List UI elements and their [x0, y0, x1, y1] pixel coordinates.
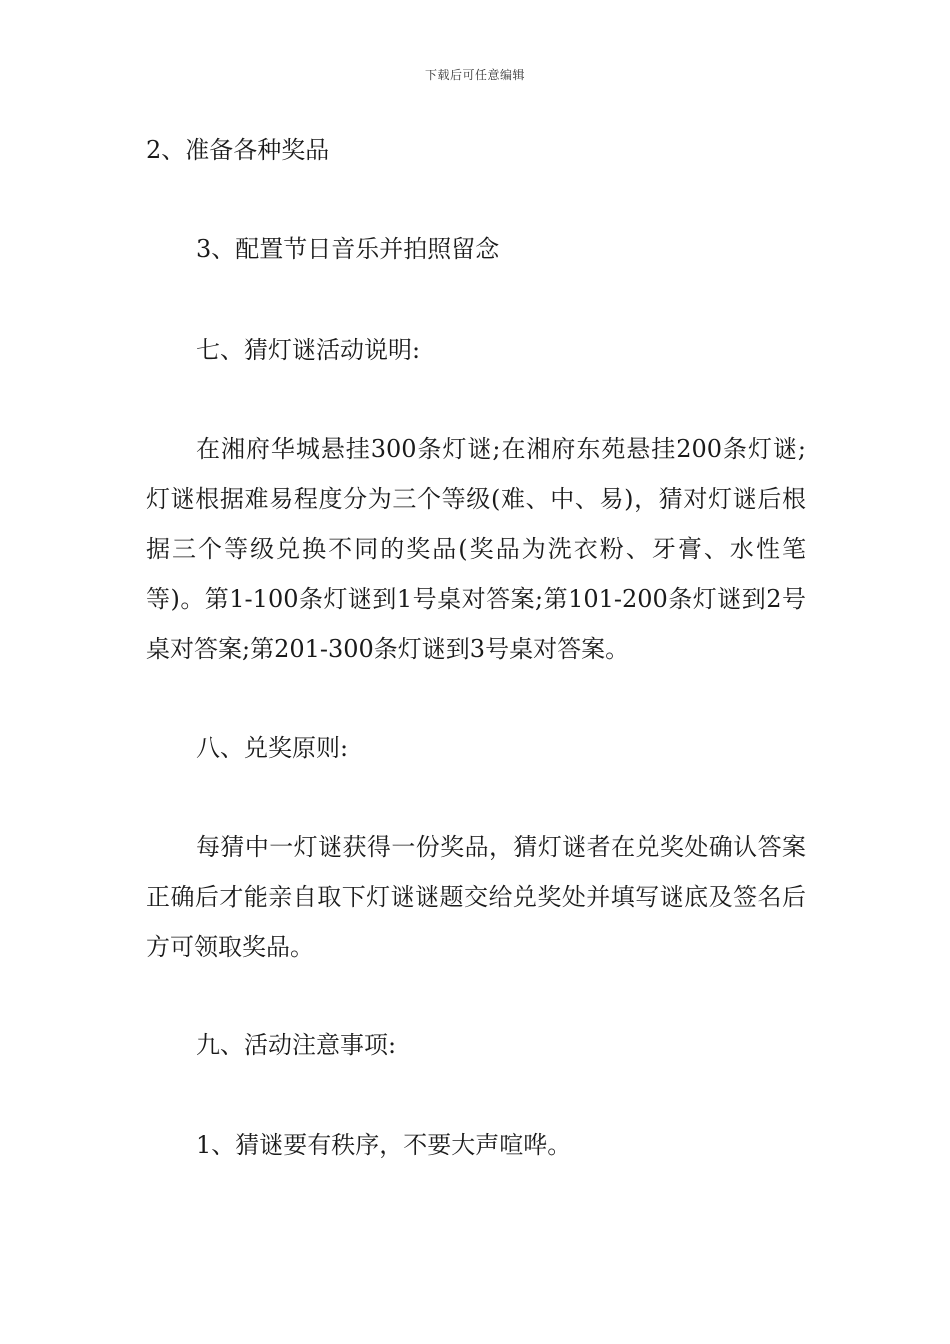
list-item-music-photos: 3、配置节日音乐并拍照留念 — [196, 235, 500, 263]
list-item-keep-order: 1、猜谜要有秩序，不要大声喧哗。 — [196, 1131, 572, 1159]
list-item-prepare-prizes: 2、准备各种奖品 — [146, 136, 330, 164]
section-heading-prize-rules: 八、兑奖原则: — [196, 734, 349, 762]
page-header: 下载后可任意编辑 — [424, 68, 525, 82]
section-heading-riddle-description: 七、猜灯谜活动说明: — [196, 336, 421, 364]
paragraph-riddle-description: 在湘府华城悬挂300条灯谜;在湘府东苑悬挂200条灯谜;灯谜根据难易程度分为三个等级(难、中、易)，猜对灯谜后根据三个等级兑换不同的奖品(奖品为洗衣粉、牙膏、水性笔等)。第1-100条灯谜到1号桌对答案;第101-200条灯谜到2号桌对答案;第201-300条灯谜到3号桌对答案。 — [146, 435, 806, 663]
section-heading-precautions: 九、活动注意事项: — [196, 1031, 397, 1059]
paragraph-prize-rules: 每猜中一灯谜获得一份奖品，猜灯谜者在兑奖处确认答案正确后才能亲自取下灯谜谜题交给兑奖处并填写谜底及签名后方可领取奖品。 — [146, 833, 806, 961]
